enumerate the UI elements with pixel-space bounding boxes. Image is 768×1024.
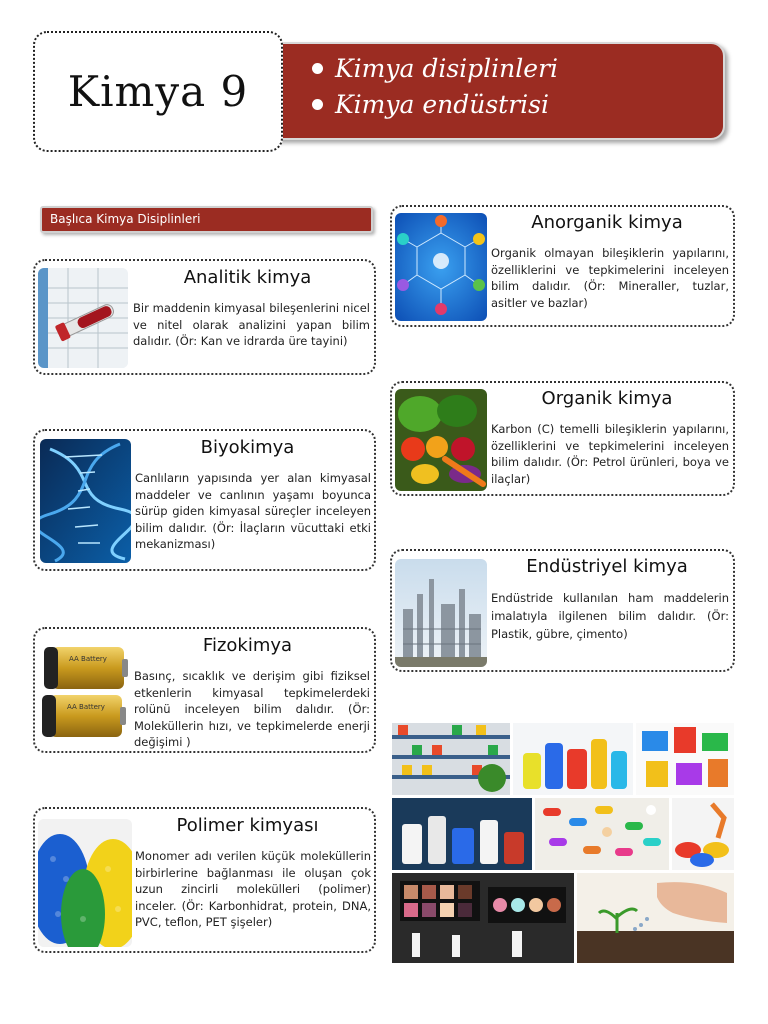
bullet-icon bbox=[312, 63, 323, 74]
plastic-goods-image bbox=[636, 723, 734, 795]
card-biyokimya bbox=[33, 429, 376, 571]
cleaning-products-image bbox=[513, 723, 633, 795]
fertilizer-hand-image bbox=[577, 873, 734, 963]
dna-helix-image bbox=[40, 439, 131, 563]
page-title: Kimya 9 bbox=[67, 67, 249, 116]
card-polimer-kimyasi bbox=[33, 807, 376, 953]
card-body: Organik olmayan bileşiklerin yapılarını, özelliklerini ve tepkimelerini inceleyen bilim dalıdır. (Ör: Mineraller, tuzlar, asitler ve bazlar) bbox=[491, 246, 729, 310]
card-endustriyel-kimya bbox=[390, 549, 735, 672]
makeup-palette-image bbox=[392, 873, 574, 963]
card-heading: Anorganik kimya bbox=[531, 212, 683, 233]
card-fizokimya bbox=[33, 627, 376, 753]
topic-label: Kimya disiplinleri bbox=[335, 53, 559, 83]
card-body: Canlıların yapısında yer alan kimyasal maddeler ve canlının yaşamı boyunca sürüp giden kimyasal süreçler inceleyen bilim dalıdır. (Ör: İlaçların vücuttaki etki mekanizması) bbox=[135, 471, 371, 551]
card-body: Bir maddenin kimyasal bileşenlerini nicel ve nitel olarak analizini yapan bilim dalıdır. (Ör: Kan ve idrarda üre tayini) bbox=[133, 301, 370, 348]
card-heading: Organik kimya bbox=[541, 388, 673, 409]
section-label: Başlıca Kimya Disiplinleri bbox=[40, 206, 373, 233]
battery-label: AA Battery bbox=[67, 703, 105, 711]
card-heading: Polimer kimyası bbox=[176, 815, 319, 836]
aa-battery-image bbox=[38, 639, 132, 743]
molecules-network-image bbox=[395, 213, 487, 321]
topic-label: Kimya endüstrisi bbox=[335, 89, 550, 119]
card-heading: Fizokimya bbox=[202, 635, 293, 656]
card-body: Karbon (C) temelli bileşiklerin yapılarını, özelliklerini ve tepkimelerini inceleyen bilim dalıdır. (Ör: Petrol ürünleri, boya ve ilaçlar) bbox=[491, 422, 729, 486]
card-body: Monomer adı verilen küçük moleküllerin birbirlerine bağlanması ile oluşan çok uzun zincirli molekülleri (polimer) inceler. (Ör: Karbonhidrat, protein, DNA, PVC, teflon, PET şişeler) bbox=[135, 849, 371, 929]
card-body: Endüstride kullanılan ham maddelerin imalatıyla ilgilenen bilim dalıdır. (Ör: Plastik, gübre, çimento) bbox=[491, 591, 729, 641]
plastic-granules-image bbox=[38, 819, 132, 947]
topic-item bbox=[312, 86, 723, 122]
topic-item bbox=[312, 50, 723, 86]
card-anorganik-kimya bbox=[390, 205, 735, 327]
card-heading: Biyokimya bbox=[200, 437, 295, 458]
battery-label: AA Battery bbox=[69, 655, 107, 663]
fruits-vegetables-image bbox=[395, 389, 487, 491]
bullet-icon bbox=[312, 99, 323, 110]
pills-image bbox=[535, 798, 669, 870]
card-organik-kimya bbox=[390, 381, 735, 496]
chemicals-bottles-image bbox=[392, 798, 532, 870]
paint-cans-image bbox=[672, 798, 734, 870]
title-box bbox=[33, 31, 283, 152]
topic-banner bbox=[270, 42, 725, 140]
supermarket-shelves-image bbox=[392, 723, 510, 795]
chemical-plant-image bbox=[395, 559, 487, 667]
card-analitik-kimya bbox=[33, 259, 376, 375]
industry-collage bbox=[392, 723, 734, 963]
card-body: Basınç, sıcaklık ve derişim gibi fiziksel etkenlerin kimyasal tepkimelerdeki rolünü inceleyen bilim dalıdır. (Ör: Moleküllerin hızı, ve tepkimelerde enerji değişimi ) bbox=[134, 669, 370, 749]
card-heading: Analitik kimya bbox=[183, 267, 312, 288]
card-heading: Endüstriyel kimya bbox=[526, 556, 688, 577]
blood-test-tube-image bbox=[38, 268, 128, 368]
